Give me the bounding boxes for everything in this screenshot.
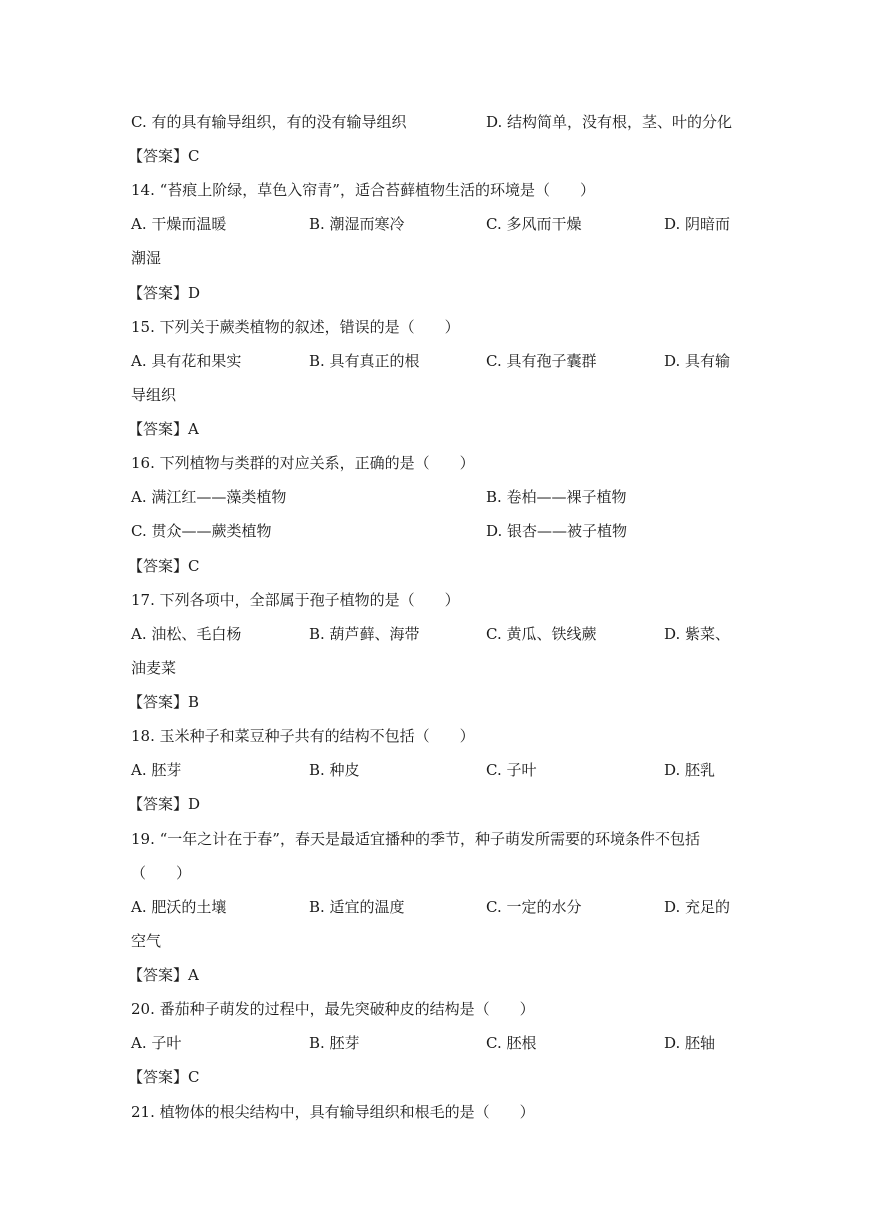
q16-answer: 【答案】C — [128, 557, 200, 575]
q14-answer: 【答案】D — [128, 284, 201, 302]
q13-answer: 【答案】C — [128, 147, 200, 165]
q15-options — [131, 350, 749, 372]
q19-stem-cont: （ ） — [131, 864, 192, 882]
q15-option-a: A. 具有花和果实 — [131, 352, 242, 370]
q15-option-b: B. 具有真正的根 — [309, 352, 420, 370]
q20-options — [131, 1032, 749, 1054]
q19-option-d: D. 充足的 — [664, 898, 731, 916]
q15-option-d: D. 具有输 — [664, 352, 731, 370]
q15-answer: 【答案】A — [128, 420, 199, 438]
q19-option-a: A. 肥沃的土壤 — [131, 898, 227, 916]
q20-option-d: D. 胚轴 — [664, 1034, 716, 1052]
q15-stem: 15. 下列关于蕨类植物的叙述，错误的是（ ） — [131, 318, 460, 336]
q18-option-b: B. 种皮 — [309, 761, 360, 779]
q14-options — [131, 213, 749, 235]
q13-options-cd — [131, 111, 749, 133]
q14-option-b: B. 潮湿而寒冷 — [309, 215, 405, 233]
q16-options-ab — [131, 486, 749, 508]
q17-option-d: D. 紫菜、 — [664, 625, 731, 643]
q14-option-d-cont: 潮湿 — [131, 249, 162, 267]
q16-option-c: C. 贯众——蕨类植物 — [131, 522, 272, 540]
q18-stem: 18. 玉米种子和菜豆种子共有的结构不包括（ ） — [131, 727, 475, 745]
q15-option-d-cont: 导组织 — [131, 386, 177, 404]
q16-stem: 16. 下列植物与类群的对应关系，正确的是（ ） — [131, 454, 475, 472]
q19-stem: 19. “一年之计在于春”，春天是最适宜播种的季节，种子萌发所需要的环境条件不包括 — [131, 830, 700, 848]
q20-answer: 【答案】C — [128, 1068, 200, 1086]
q20-option-b: B. 胚芽 — [309, 1034, 360, 1052]
q17-options — [131, 623, 749, 645]
q19-option-d-cont: 空气 — [131, 932, 162, 950]
q17-option-d-cont: 油麦菜 — [131, 659, 177, 677]
q15-option-c: C. 具有孢子囊群 — [486, 352, 597, 370]
q18-option-c: C. 子叶 — [486, 761, 537, 779]
q14-option-c: C. 多风而干燥 — [486, 215, 582, 233]
q20-stem: 20. 番茄种子萌发的过程中，最先突破种皮的结构是（ ） — [131, 1000, 535, 1018]
q17-option-a: A. 油松、毛白杨 — [131, 625, 242, 643]
q13-option-c: C. 有的具有输导组织，有的没有输导组织 — [131, 113, 407, 131]
q18-options — [131, 759, 749, 781]
q17-option-b: B. 葫芦藓、海带 — [309, 625, 420, 643]
q16-option-a: A. 满江红——藻类植物 — [131, 488, 287, 506]
q18-answer: 【答案】D — [128, 795, 201, 813]
q19-option-b: B. 适宜的温度 — [309, 898, 405, 916]
q18-option-d: D. 胚乳 — [664, 761, 716, 779]
q16-option-d: D. 银杏——被子植物 — [486, 522, 628, 540]
q14-stem: 14. “苔痕上阶绿，草色入帘青”，适合苔藓植物生活的环境是（ ） — [131, 181, 595, 199]
q17-option-c: C. 黄瓜、铁线蕨 — [486, 625, 597, 643]
q16-option-b: B. 卷柏——裸子植物 — [486, 488, 627, 506]
q20-option-c: C. 胚根 — [486, 1034, 537, 1052]
q14-option-d: D. 阴暗而 — [664, 215, 731, 233]
q13-option-d: D. 结构简单，没有根，茎、叶的分化 — [486, 113, 733, 131]
q19-option-c: C. 一定的水分 — [486, 898, 582, 916]
q14-option-a: A. 干燥而温暖 — [131, 215, 227, 233]
q19-options — [131, 896, 749, 918]
q17-answer: 【答案】B — [128, 693, 200, 711]
q18-option-a: A. 胚芽 — [131, 761, 182, 779]
q19-answer: 【答案】A — [128, 966, 199, 984]
q17-stem: 17. 下列各项中，全部属于孢子植物的是（ ） — [131, 591, 460, 609]
q21-stem: 21. 植物体的根尖结构中，具有输导组织和根毛的是（ ） — [131, 1103, 535, 1121]
q16-options-cd — [131, 520, 749, 542]
q20-option-a: A. 子叶 — [131, 1034, 182, 1052]
